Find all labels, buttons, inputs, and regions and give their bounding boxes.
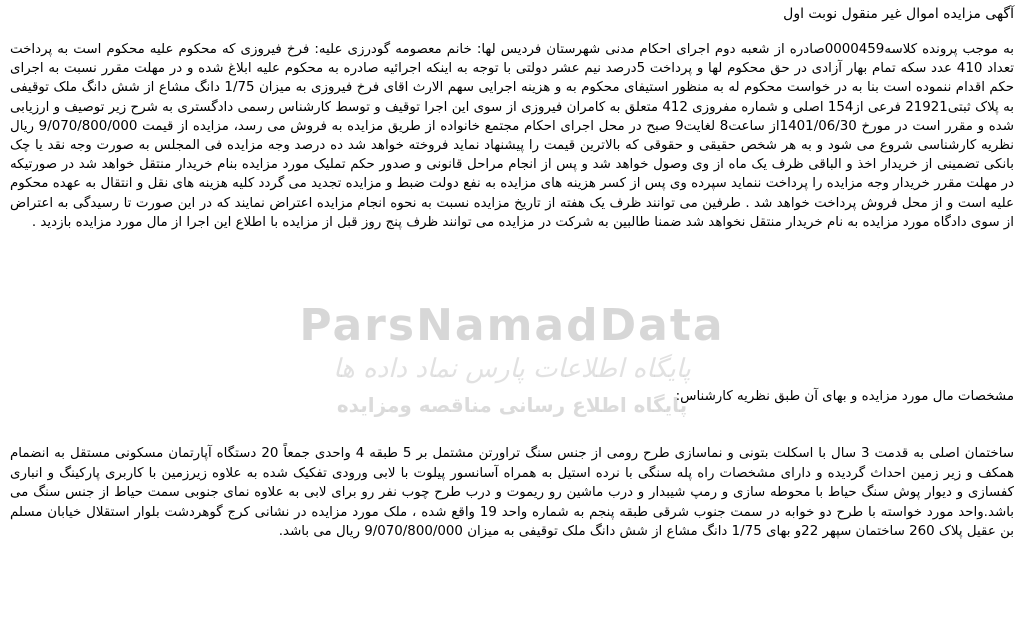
notice-paragraph-main: به موجب پرونده کلاسه0000459صادره از شعبه دوم اجرای احکام مدنی شهرستان فردیس لها: خانم معصومه گودرزی علیه: فرخ فیروزی که محکوم علیه محکوم است به پرداخت تعداد 410 عدد سکه تمام بهار آزادی در حق محکوم لها و پرداخت 5درصد نیم عشر دولتی با توجه به اینکه اجرائیه صادره به محکوم علیه ابلاغ شده و در مهلت مقرر نسبت به اجرای حکم اقدام ننموده است بنا به در خواست محکوم له به منظور استیفای محکوم به و هزینه اجرایی سهم الارث اقای فرخ فیروزی به میزان 1/75 دانگ مشاع از شش دانگ ملک توقیفی به پلاک ثبتی21921 فرعی از154 اصلی و شماره مفروزی 412 متعلق به کامران فیروزی از سوی این اجرا توقیف و توسط کارشناس رسمی دادگستری به شرح زیر توصیف و ارزیابی شده و مقرر است در مورخ 1401/06/30از ساعت8 لغایت9 صبح در محل اجرای احکام مجتمع خانواده از طریق مزایده به فروش می رسد، مزایده از قیمت 9/070/800/000 ریال نظریه کارشناسی شروع می شود و به هر شخص حقیقی و حقوقی که بالاترین قیمت را پیشنهاد نماید فروخته خواهد شد ده درصد وجه مزایده فی المجلس به صورت وجه نقد یا چک بانکی تضمینی از خریدار اخذ و الباقی ظرف یک ماه از وی وصول خواهد شد و پس از انجام مراحل قانونی و صدور حکم تملیک مورد مزایده بنام خریدار منتقل خواهد شد در صورتیکه در مهلت مقرر خریدار وجه مزایده را پرداخت ننماید سپرده وی پس از کسر هزینه های مزایده به نفع دولت ضبط و مزایده تجدید می گردد کلیه هزینه های نقل و انتقال به عهده محکوم علیه است و از محل فروش پرداخت خواهد شد . طرفین می توانند ظرف یک هفته از تاریخ مزایده نسبت به نحوه انجام مزایده اعتراض نمایند که در این صورت تا رسیدگی به اعتراض از سوی دادگاه مورد مزایده به نام خریدار منتقل نخواهد شد ضمنا طالبین به شرکت در مزایده می توانند ظرف پنج روز قبل از مزایده با اطلاع این اجرا از مال مورد مزایده بازدید . xyxy=(10,42,1015,230)
notice-title: آگهی مزایده اموال غیر منقول نوبت اول xyxy=(783,6,1014,22)
specs-heading: مشخصات مال مورد مزایده و بهای آن طبق نظریه کارشناس: xyxy=(675,389,1014,404)
watermark-logo-text: ParsNamadData xyxy=(299,300,725,351)
watermark-persian-line-2: پایگاه اطلاع رسانی مناقصه ومزایده xyxy=(336,393,688,417)
property-description: ساختمان اصلی به قدمت 3 سال با اسکلت بتونی و نماسازی طرح رومی از جنس سنگ تراورتن مشتمل بر 5 طبقه 4 واحدی جمعاً 20 دستگاه آپارتمان مسکونی مستقل به انضمام همکف و زیر زمین احداث گردیده و دارای مشخصات راه پله سنگی با نرده استیل به همراه آسانسور پیلوت با لابی ورودی تفکیک شده به علاوه زیرزمین با کاربری پارکینگ و انباری کفسازی و دیوار پوش سنگ حیاط با محوطه سازی و رمپ شیبدار و درب ماشین رو ریموت و درب طرح چوب نفر رو برای لابی به علاوه نمای جنوبی سمت حیاط از جنس سنگ می باشد.واحد مورد خواسته با طرح دو خوابه در سمت جنوب شرقی طبقه پنجم به شماره واحد 19 واقع شده ، ملک مورد مزایده در نشانی کرج گوهردشت بلوار استقلال خیابان مسلم بن عقیل پلاک 260 ساختمان سپهر 22و بهای 1/75 دانگ مشاع از شش دانگ ملک توقیفی به میزان 9/070/800/000 ریال می باشد. xyxy=(10,446,1014,540)
watermark-persian-line-1: پایگاه اطلاعات پارس نماد داده ها xyxy=(333,354,691,384)
